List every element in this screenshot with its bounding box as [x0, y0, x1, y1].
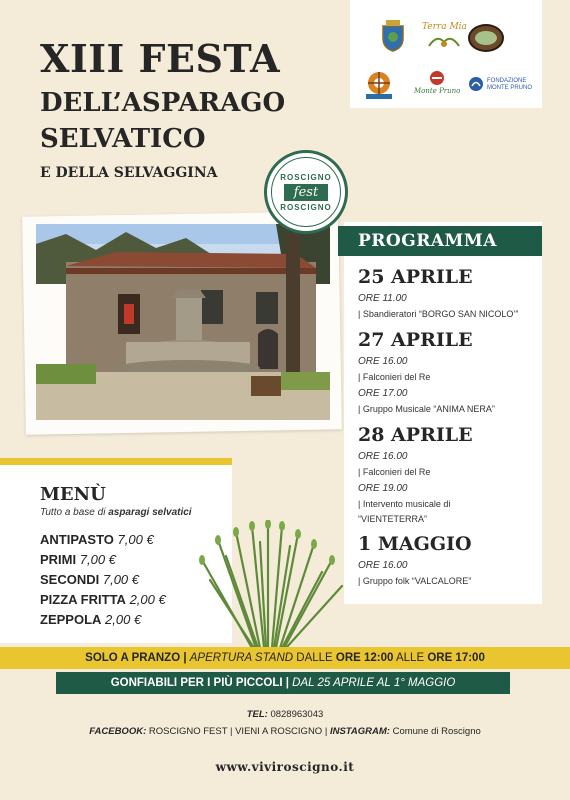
- lunch-hours-bar: SOLO A PRANZO | APERTURA STAND DALLE ORE 12:00 ALLE ORE 17:00: [0, 647, 570, 669]
- program-time: ORE 19.00: [358, 483, 408, 494]
- program-day: 25 APRILE: [358, 266, 473, 288]
- badge-bottom-text: ROSCIGNO: [280, 202, 332, 212]
- program-event: | Intervento musicale di: [358, 499, 451, 509]
- program-time: ORE 17.00: [358, 388, 408, 399]
- menu-item: ANTIPASTO 7,00 €: [40, 532, 154, 547]
- menu-title: MENÙ: [40, 484, 106, 505]
- social-line: FACEBOOK: ROSCIGNO FEST | VIENI A ROSCIGNO | INSTAGRAM: Comune di Roscigno: [89, 726, 481, 737]
- title-line-1: XIII FESTA: [40, 36, 281, 81]
- title-line-2: DELL’ASPARAGO: [40, 88, 286, 118]
- fondazione-monte-pruno-logo-icon: FONDAZIONE MONTE PRUNO: [468, 76, 537, 92]
- badge-mid-text: fest: [284, 184, 328, 201]
- fountain-photo: [36, 224, 330, 420]
- menu-accent-bar: [0, 458, 232, 465]
- program-event: | Gruppo Musicale “ANIMA NERA”: [358, 404, 495, 414]
- phone-line: TEL: 0828963043: [246, 709, 324, 720]
- menu-item: PIZZA FRITTA 2,00 €: [40, 592, 166, 607]
- menu-item: SECONDI 7,00 €: [40, 572, 140, 587]
- program-day: 28 APRILE: [358, 424, 473, 446]
- asparagus-bundle-icon: [182, 520, 360, 650]
- title-line-4: E DELLA SELVAGGINA: [40, 165, 218, 181]
- program-day: 1 MAGGIO: [358, 533, 472, 555]
- program-event: | Falconieri del Re: [358, 372, 431, 382]
- terra-mia-logo-icon: Terra Mia: [422, 22, 467, 50]
- terra-dei-lucani-logo-icon: [362, 70, 396, 100]
- municipality-crest-icon: [380, 18, 406, 52]
- menu-item: ZEPPOLA 2,00 €: [40, 612, 142, 627]
- program-time: ORE 16.00: [358, 451, 408, 462]
- program-time: ORE 16.00: [358, 560, 408, 571]
- association-seal-icon: [468, 24, 504, 52]
- monte-pruno-logo-icon: Monte Pruno: [414, 70, 460, 95]
- menu-item: PRIMI 7,00 €: [40, 552, 116, 567]
- website-link[interactable]: www.viviroscigno.it: [215, 760, 355, 774]
- program-event: | Gruppo folk “VALCALORE”: [358, 576, 472, 586]
- title-line-3: SELVATICO: [40, 124, 206, 154]
- program-time: ORE 16.00: [358, 356, 408, 367]
- program-event-continued: “VIENTETERRA”: [358, 514, 428, 524]
- badge-top-text: ROSCIGNO: [280, 172, 332, 182]
- sponsor-logos: [350, 0, 542, 108]
- program-event: | Falconieri del Re: [358, 467, 431, 477]
- roscigno-fest-badge: [264, 150, 348, 234]
- program-time: ORE 11.00: [358, 293, 407, 304]
- inflatables-bar: GONFIABILI PER I PIÙ PICCOLI | DAL 25 APRILE AL 1° MAGGIO: [56, 672, 510, 694]
- program-event: | Sbandieratori “BORGO SAN NICOLO’”: [358, 309, 519, 319]
- program-day: 27 APRILE: [358, 329, 473, 351]
- menu-subtitle: Tutto a base di asparagi selvatici: [40, 507, 192, 518]
- programma-header: PROGRAMMA: [338, 226, 542, 256]
